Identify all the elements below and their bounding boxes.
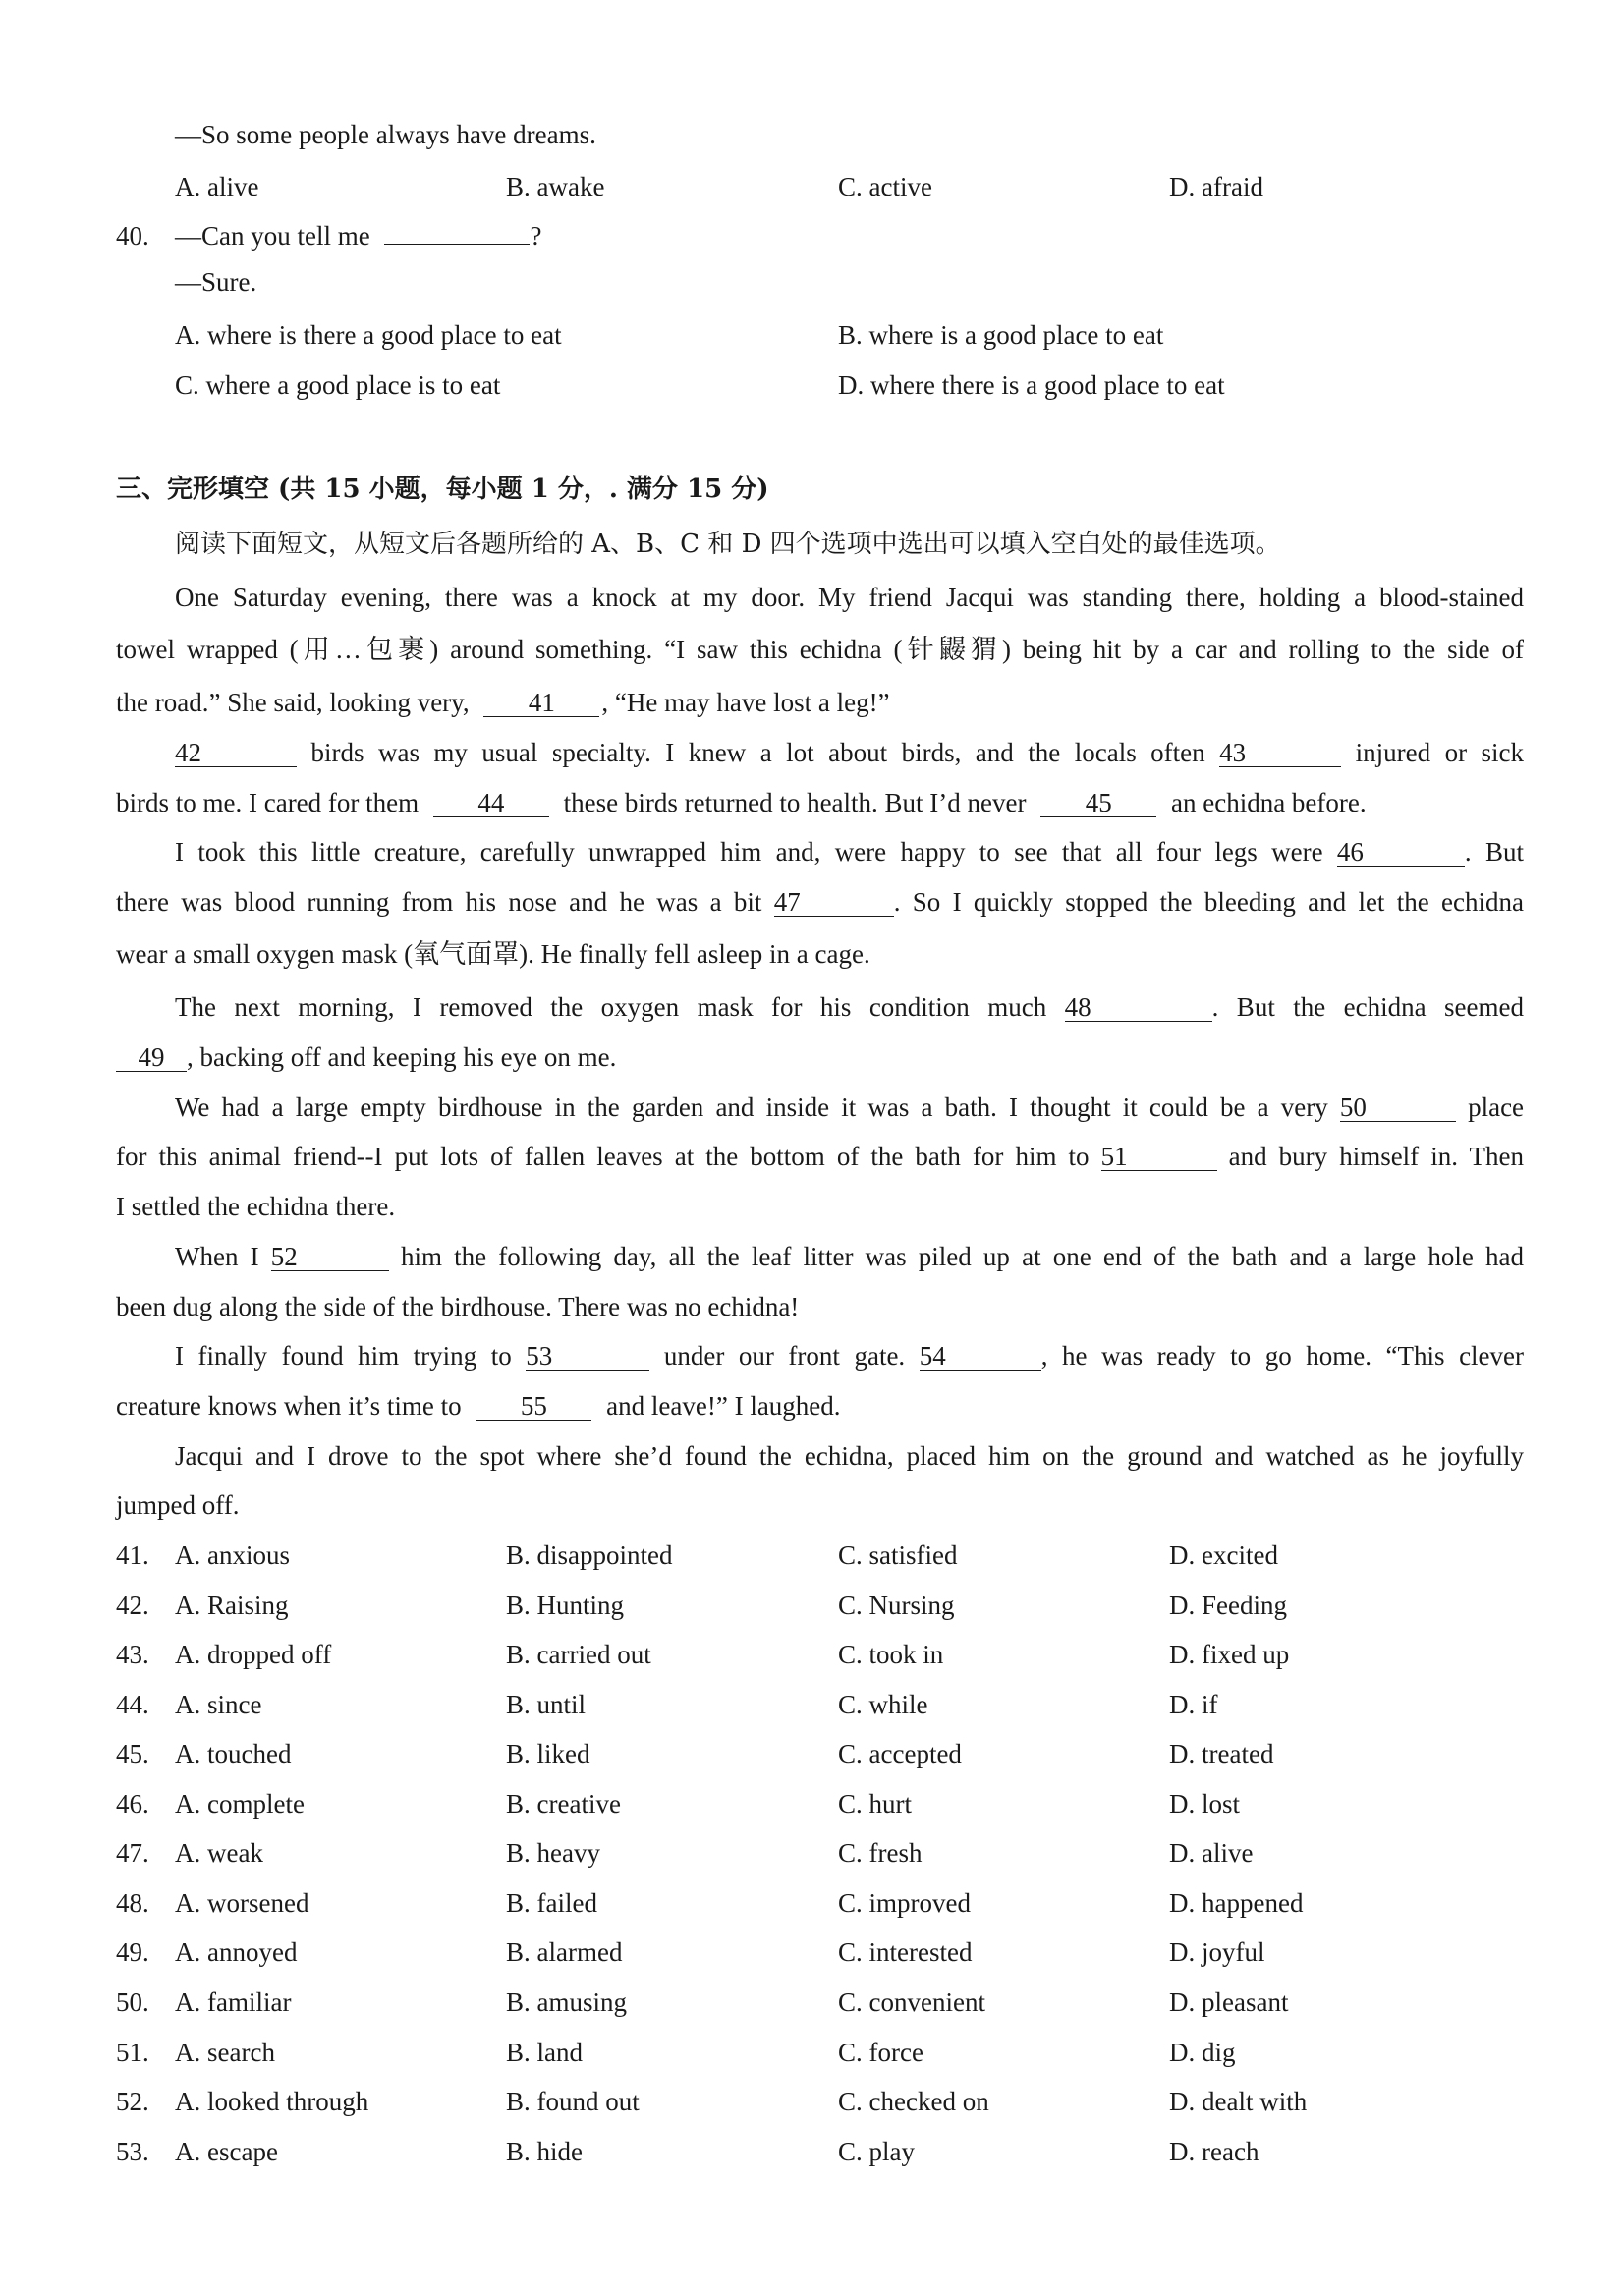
option-b: B. hide [506,2137,583,2166]
blank-41: 41 [483,689,599,717]
blank-44: 44 [433,789,549,817]
option-a: A. dropped off [175,1640,332,1669]
option-a: A. familiar [175,1988,292,2017]
option-c: C. fresh [838,1838,923,1868]
option-a: A. anxious [175,1540,290,1570]
question-row: 52. A. looked through B. found out C. checked on D. dealt with [0,2084,1623,2119]
q40-option-c: C. where a good place is to eat [175,370,501,400]
passage-line: I settled the echidna there. [116,1192,396,1221]
passage-line: 49 , backing off and keeping his eye on me. [116,1039,1524,1075]
passage-line: wear a small oxygen mask (氧气面罩). He finally fell asleep in a cage. [116,939,870,969]
option-b: B. until [506,1690,587,1719]
question-row: 41. A. anxious B. disappointed C. satisfied D. excited [0,1538,1623,1573]
option-c: C. hurt [838,1789,913,1819]
option-c: C. accepted [838,1739,962,1768]
q40-options-row2 [0,367,1623,403]
option-a: A. touched [175,1739,292,1768]
option-c: C. improved [838,1888,971,1918]
question-row: 47. A. weak B. heavy C. fresh D. alive [0,1835,1623,1871]
option-a: A. worsened [175,1888,309,1918]
q39-options [0,169,1623,204]
blank-42: 42 [175,739,297,767]
question-row: 45. A. touched B. liked C. accepted D. treated [0,1736,1623,1771]
option-d: D. dealt with [1169,2087,1308,2116]
blank-51: 51 [1101,1143,1217,1171]
option-a: A. escape [175,2137,278,2166]
passage-line: the road.” She said, looking very, 41 , “He may have lost a leg!” [116,688,890,717]
q39-option-a: A. alive [175,172,259,201]
q39-option-d: D. afraid [1169,172,1263,201]
option-a: A. weak [175,1838,263,1868]
option-d: D. Feeding [1169,1591,1287,1620]
option-a: A. Raising [175,1591,289,1620]
option-a: A. complete [175,1789,305,1819]
passage-line: One Saturday evening, there was a knock at my door. My friend Jacqui was standing there, holding a blood-stained [175,583,1524,612]
option-d: D. pleasant [1169,1988,1289,2017]
option-d: D. treated [1169,1739,1274,1768]
option-d: D. happened [1169,1888,1304,1918]
blank-50: 50 [1340,1093,1456,1122]
section-instruction: 阅读下面短文，从短文后各题所给的 A、B、C 和 D 四个选项中选出可以填入空白处的最佳选项。 [175,530,1281,559]
option-b: B. creative [506,1789,621,1819]
q40-stem [0,218,1623,253]
blank-49: 49 [116,1043,187,1072]
option-a: A. search [175,2038,275,2067]
question-row: 43. A. dropped off B. carried out C. took in D. fixed up [0,1637,1623,1672]
question-row: 48. A. worsened B. failed C. improved D. happened [0,1885,1623,1921]
option-b: B. liked [506,1739,590,1768]
blank-48: 48 [1065,993,1212,1022]
question-row: 53. A. escape B. hide C. play D. reach [0,2134,1623,2169]
option-c: C. play [838,2137,915,2166]
option-d: D. fixed up [1169,1640,1290,1669]
option-b: B. Hunting [506,1591,625,1620]
passage-line: birds to me. I cared for them 44 these birds returned to health. But I’d never 45 an echidna before. [116,788,1367,817]
q40-option-a: A. where is there a good place to eat [175,320,562,350]
blank-54: 54 [920,1342,1041,1371]
option-b: B. failed [506,1888,597,1918]
option-c: C. convenient [838,1988,985,2017]
passage-line: Jacqui and I drove to the spot where she’d found the echidna, placed him on the ground and watched as he joyfully [175,1441,1524,1471]
passage-line: creature knows when it’s time to 55 and leave!” I laughed. [116,1391,841,1421]
q40-number: 40. [116,221,149,251]
option-d: D. reach [1169,2137,1259,2166]
blank-45: 45 [1040,789,1156,817]
option-a: A. since [175,1690,262,1719]
option-c: C. Nursing [838,1591,955,1620]
q40-answer-blank [384,244,530,245]
option-c: C. interested [838,1937,973,1967]
q40-stem-end: ? [530,221,542,251]
blank-53: 53 [526,1342,649,1371]
q40-stem-text: —Can you tell me [175,221,370,251]
option-b: B. disappointed [506,1540,673,1570]
passage-line: I finally found him trying to 53 under our front gate. 54 , he was ready to go home. “This clever [175,1341,1525,1371]
option-b: B. land [506,2038,583,2067]
blank-46: 46 [1337,838,1465,867]
passage-line: been dug along the side of the birdhouse. There was no echidna! [116,1292,800,1321]
option-d: D. if [1169,1690,1218,1719]
blank-43: 43 [1219,739,1341,767]
option-d: D. dig [1169,2038,1236,2067]
passage-line: When I 52 him the following day, all the leaf litter was piled up at one end of the bath and a large hole had [175,1242,1525,1271]
option-b: B. carried out [506,1640,651,1669]
passage-line: jumped off. [116,1490,240,1520]
question-row: 46. A. complete B. creative C. hurt D. lost [0,1786,1623,1821]
option-a: A. looked through [175,2087,369,2116]
option-b: B. heavy [506,1838,600,1868]
question-row: 42. A. Raising B. Hunting C. Nursing D. Feeding [0,1588,1623,1623]
option-b: B. amusing [506,1988,628,2017]
passage-line: I took this little creature, carefully unwrapped him and, were happy to see that all four legs were 46 . But [175,837,1525,867]
q40-option-d: D. where there is a good place to eat [838,370,1225,400]
question-row: 44. A. since B. until C. while D. if [0,1687,1623,1722]
option-d: D. lost [1169,1789,1241,1819]
passage-line: towel wrapped (用…包裹) around something. “I saw this echidna (针鼹猬) being hit by a car and rolling to the side of [116,635,1524,664]
blank-47: 47 [774,888,894,917]
q40-option-b: B. where is a good place to eat [838,320,1164,350]
passage-line: We had a large empty birdhouse in the garden and inside it was a bath. I thought it could be a very 50 place [175,1092,1525,1122]
passage-line: The next morning, I removed the oxygen mask for his condition much 48 . But the echidna seemed [175,992,1524,1022]
passage-line: for this animal friend--I put lots of fallen leaves at the bottom of the bath for him to 51 and bury himself in. Then [116,1142,1525,1171]
option-d: D. alive [1169,1838,1254,1868]
option-c: C. force [838,2038,923,2067]
q39-option-b: B. awake [506,172,605,201]
blank-52: 52 [271,1243,389,1271]
q39-dialog-line: —So some people always have dreams. [175,120,596,149]
option-c: C. checked on [838,2087,989,2116]
q39-option-c: C. active [838,172,932,201]
question-row: 50. A. familiar B. amusing C. convenient D. pleasant [0,1985,1623,2020]
option-a: A. annoyed [175,1937,298,1967]
question-row: 51. A. search B. land C. force D. dig [0,2035,1623,2070]
option-b: B. alarmed [506,1937,623,1967]
q40-options-row1 [0,317,1623,353]
passage-line: 42 birds was my usual specialty. I knew a lot about birds, and the locals often 43 injured or sick [175,738,1525,767]
option-d: D. joyful [1169,1937,1265,1967]
question-row: 49. A. annoyed B. alarmed C. interested D. joyful [0,1934,1623,1970]
option-c: C. took in [838,1640,944,1669]
option-d: D. excited [1169,1540,1278,1570]
q40-reply: —Sure. [175,267,257,297]
option-c: C. satisfied [838,1540,958,1570]
blank-55: 55 [476,1392,591,1421]
option-c: C. while [838,1690,928,1719]
section-heading: 三、完形填空 (共 15 小题，每小题 1 分，. 满分 15 分) [116,475,769,504]
option-b: B. found out [506,2087,640,2116]
passage-line: there was blood running from his nose and he was a bit 47 . So I quickly stopped the bleeding and let the echidna [116,887,1525,917]
